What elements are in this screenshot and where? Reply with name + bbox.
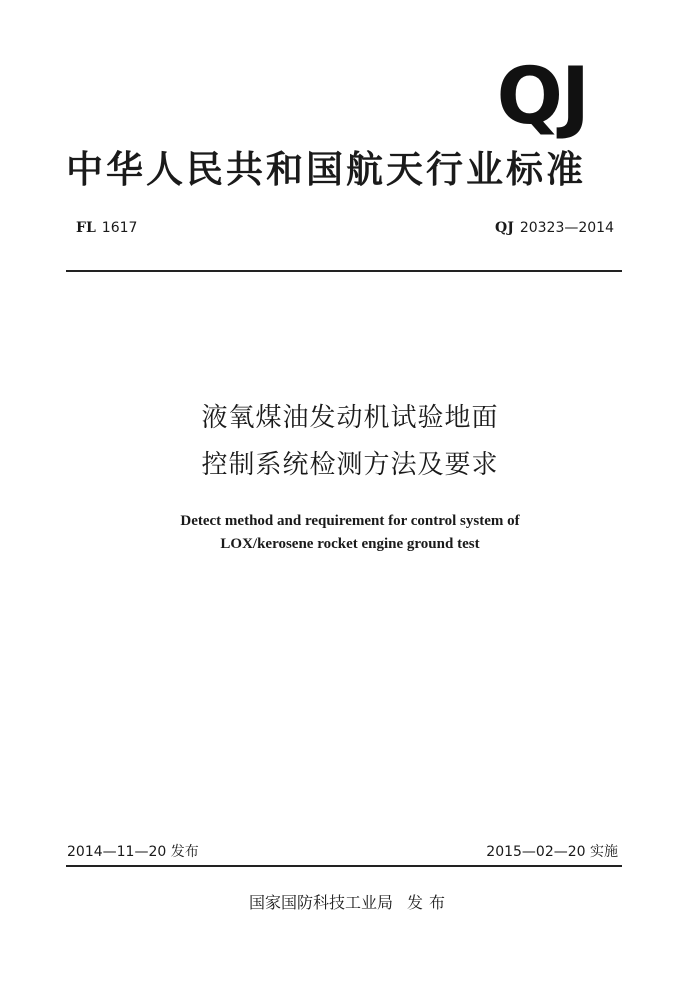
chinese-title-line-2: 控制系统检测方法及要求 bbox=[201, 450, 499, 480]
standard-prefix: QJ bbox=[495, 220, 514, 236]
standard-code bbox=[495, 220, 614, 236]
implementation-date: 2015—02—20 实施 bbox=[486, 844, 618, 860]
standard-number: 20323—2014 bbox=[519, 220, 614, 236]
classification-code bbox=[76, 220, 137, 236]
english-title bbox=[0, 510, 700, 556]
chinese-title-line-1: 液氧煤油发动机试验地面 bbox=[201, 403, 499, 433]
qj-logo: QJ bbox=[496, 52, 588, 142]
issue-date: 2014—11—20 发布 bbox=[67, 844, 199, 860]
standard-category-title: 中华人民共和国航天行业标准 bbox=[66, 148, 586, 191]
classification-prefix: FL bbox=[76, 220, 96, 236]
classification-number: 1617 bbox=[101, 220, 138, 236]
english-title-line-1: Detect method and requirement for control system of bbox=[180, 513, 520, 529]
chinese-title bbox=[0, 395, 700, 489]
issuing-authority: 国家国防科技工业局 bbox=[248, 893, 393, 912]
issue-action: 发布 bbox=[407, 893, 452, 912]
top-divider bbox=[66, 270, 622, 272]
english-title-line-2: LOX/kerosene rocket engine ground test bbox=[220, 536, 480, 552]
bottom-divider bbox=[66, 865, 622, 867]
publisher-line bbox=[0, 890, 700, 913]
